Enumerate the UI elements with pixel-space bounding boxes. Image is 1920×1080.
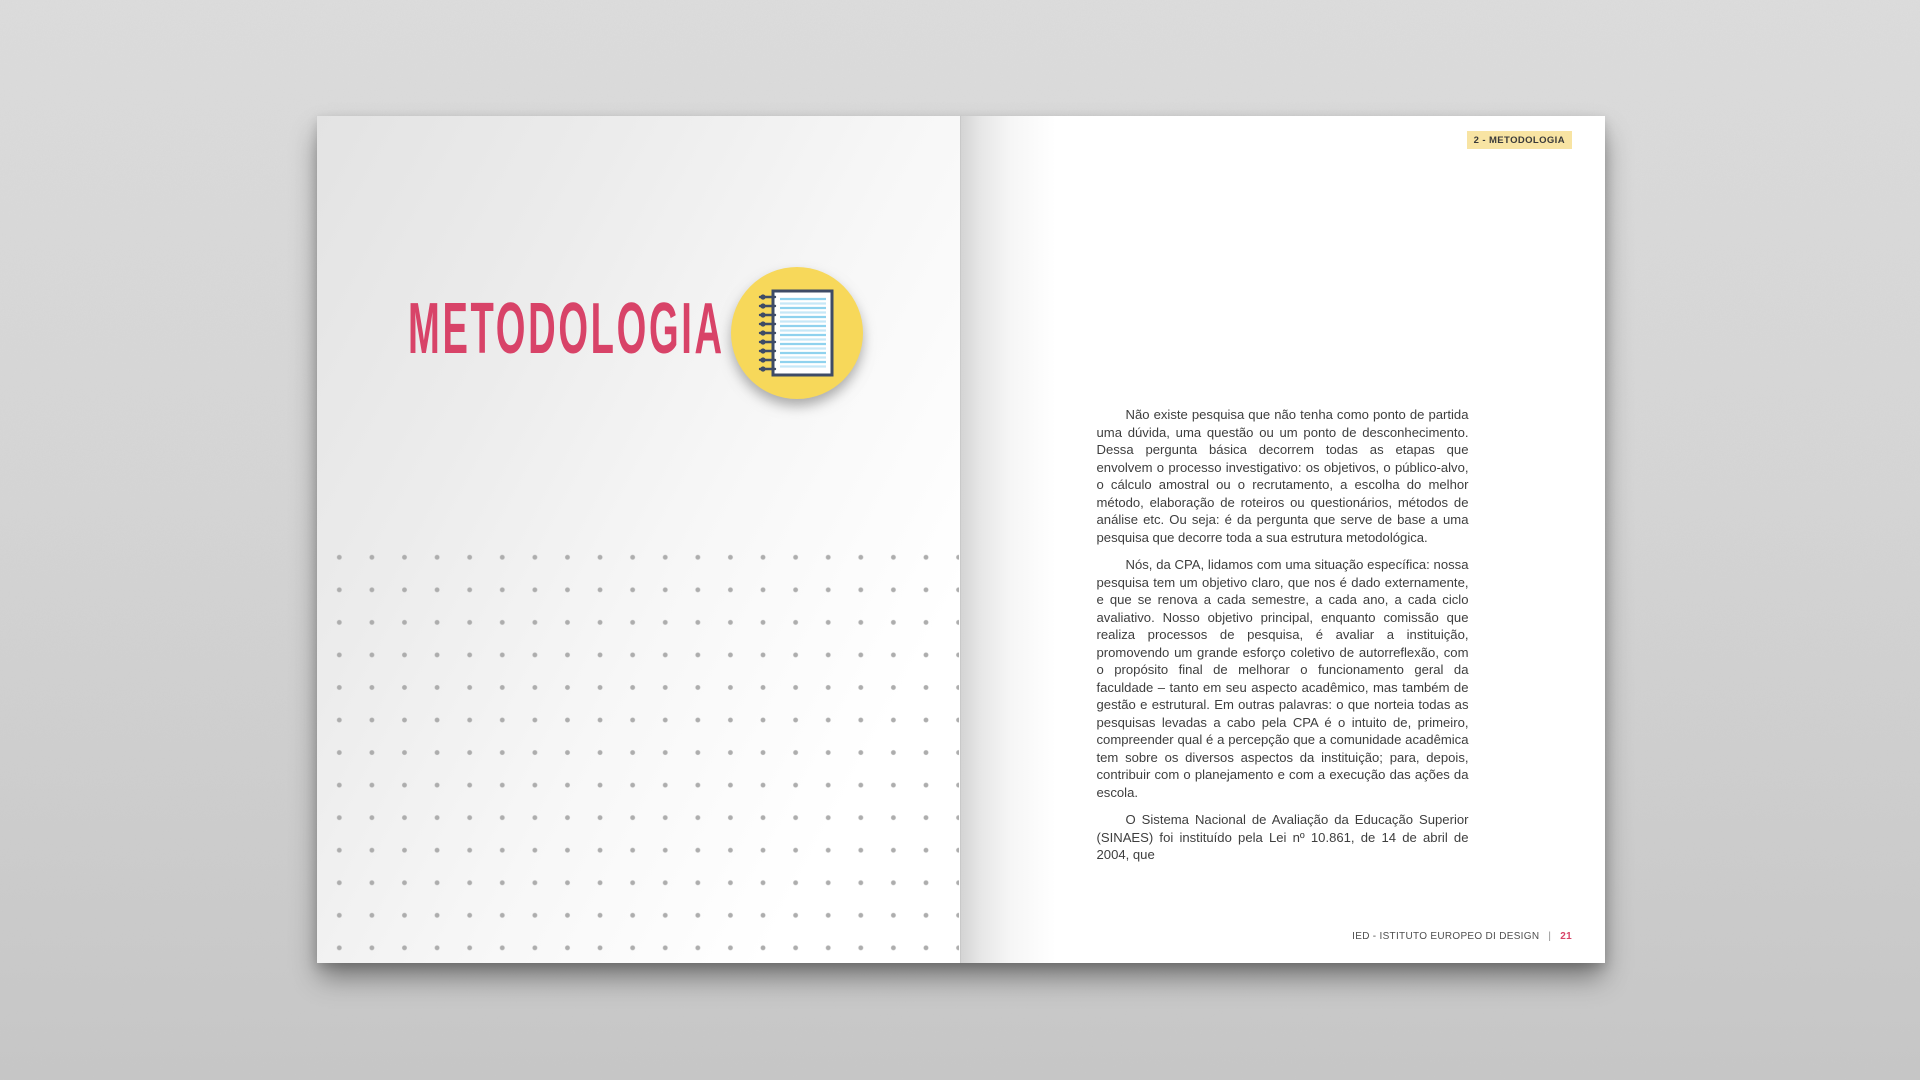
body-paragraph: Nós, da CPA, lidamos com uma situação específica: nossa pesquisa tem um objetivo claro, que nos é dado externamente, e que se renova a cada semestre, a cada ano, a cada ciclo avaliativo. Nosso objetivo principal, enquanto comissão que realiza processos de pesquisa, é avaliar a instituição, promovendo um grande esforço coletivo de autorreflexão, com o propósito final de melhorar o funcionamento geral da faculdade – tanto em seu aspecto acadêmico, mas também de gestão e estrutural. Em outras palavras: o que norteia todas as pesquisas levadas a cabo pela CPA é o intuito de, primeiro, compreender qual é a percepção que a comunidade acadêmica tem sobre os diversos aspectos da instituição; para, depois, contribuir com o planejamento e com a execução das ações da escola.: [1096, 557, 1469, 800]
imprint-text: IED - ISTITUTO EUROPEO DI DESIGN: [1352, 931, 1540, 942]
notebook-icon: [756, 287, 838, 379]
running-header: 2 - METODOLOGIA: [1467, 131, 1572, 149]
left-page: [317, 116, 960, 963]
document-spread: [317, 116, 1605, 963]
footer-separator: |: [1548, 931, 1552, 942]
page-number: 21: [1560, 931, 1572, 942]
chapter-title: METODOLOGIA: [408, 289, 725, 369]
page-footer: [1352, 931, 1572, 942]
chapter-icon-badge: [731, 267, 863, 399]
dot-grid-pattern: [323, 541, 959, 963]
body-text-column: [1097, 406, 1469, 874]
body-paragraph: Não existe pesquisa que não tenha como ponto de partida uma dúvida, uma questão ou um ponto de desconhecimento. Dessa pergunta básica decorrem todas as etapas que envolvem o processo investigativo: os objetivos, o público-alvo, o cálculo amostral ou o recrutamento, a escolha do melhor método, elaboração de roteiros ou questionários, métodos de análise etc. Ou seja: é da pergunta que serve de base a uma pesquisa que decorre toda a sua estrutura metodológica.: [1096, 407, 1469, 545]
body-paragraph: O Sistema Nacional de Avaliação da Educação Superior (SINAES) foi instituído pela Lei nº 10.861, de 14 de abril de 2004, que: [1096, 812, 1469, 862]
right-page: [960, 116, 1606, 963]
